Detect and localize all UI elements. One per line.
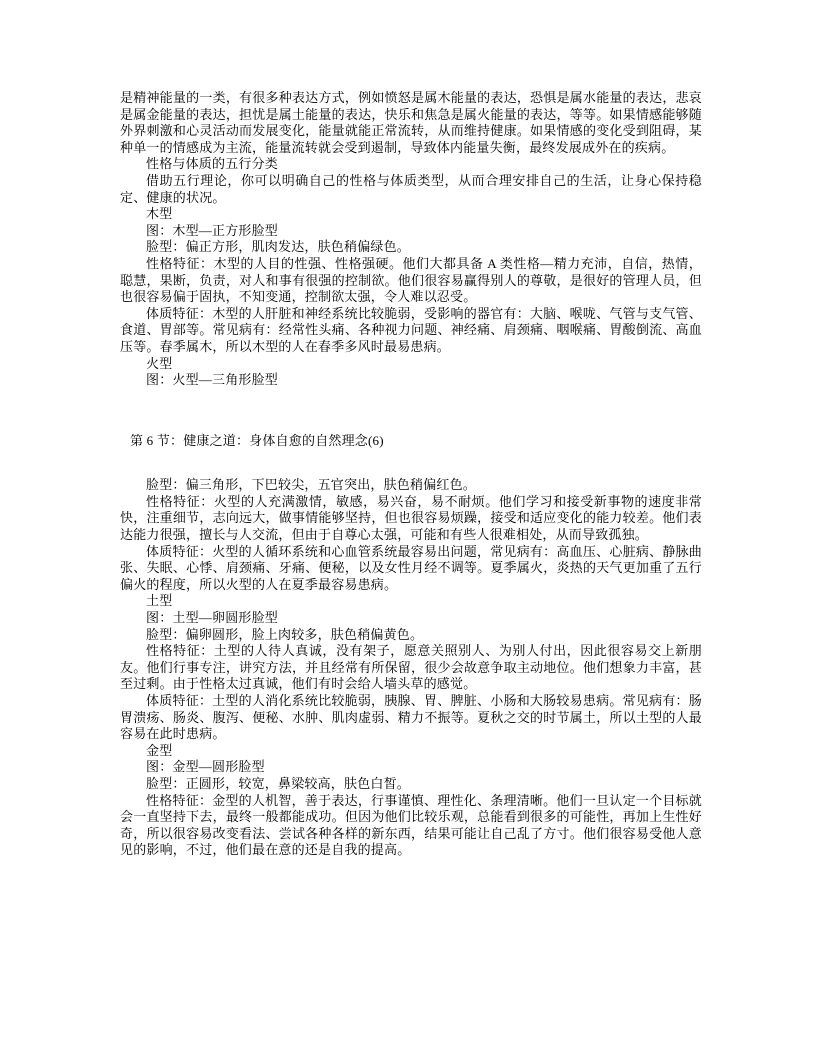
paragraph: 土型 [146,593,173,609]
paragraph: 脸型：偏卵圆形，脸上肉较多，肤色稍偏黄色。 [146,626,424,642]
paragraph: 性格特征：火型的人充满激情，敏感，易兴奋，易不耐烦。他们学习和接受新事物的速度非常快，注重细节，志向远大，做事情能够坚持，但也很容易烦躁，接受和适应变化的能力较差。他们表达能力很强，擅长与人交流，但由于自尊心太强，可能和有些人很难相处，从而导致孤独。 [120,493,702,543]
paragraph: 借助五行理论，你可以明确自己的性格与体质类型，从而合理安排自己的生活，让身心保持稳定、健康的状况。 [120,172,702,205]
paragraph: 图：木型—正方形脸型 [146,222,279,238]
section-heading: 第 6 节：健康之道：身体自愈的自然理念(6) [130,432,384,448]
document-content [120,90,702,859]
paragraph: 脸型：偏正方形，肌肉发达，肤色稍偏绿色。 [146,239,411,255]
paragraph: 脸型：偏三角形，下巴较尖，五官突出，肤色稍偏红色。 [146,477,477,493]
paragraph: 图：火型—三角形脸型 [146,372,279,388]
paragraph: 性格特征：土型的人待人真诚，没有架子，愿意关照别人、为别人付出，因此很容易交上新朋友。他们行事专注，讲究方法，并且经常有所保留，很少会故意争取主动地位。他们想象力丰富，甚至过剩。由于性格太过真诚，他们有时会给人墙头草的感觉。 [120,643,702,692]
paragraph: 脸型：正圆形，较宽，鼻梁较高，肤色白皙。 [146,775,411,791]
paragraph: 图：土型—卵圆形脸型 [146,610,279,626]
paragraph: 图：金型—圆形脸型 [146,759,265,775]
paragraph: 是精神能量的一类，有很多种表达方式，例如愤怒是属木能量的表达，恐惧是属水能量的表达，悲哀是属金能量的表达，担忧是属土能量的表达，快乐和焦急是属火能量的表达，等等。如果情感能够随外界刺激和心灵活动而发展变化，能量就能正常流转，从而维持健康。如果情感的变化受到阻碍，某种单一的情感成为主流，能量流转就会受到遏制，导致体内能量失衡，最终发展成外在的疾病。 [120,90,702,155]
paragraph: 性格特征：木型的人目的性强、性格强硬。他们大都具备 A 类性格—精力充沛，自信，热情，聪慧，果断，负责，对人和事有很强的控制欲。他们很容易赢得别人的尊敬，是很好的管理人员，但也很容易偏于固执，不知变通，控制欲太强，令人难以忍受。 [120,255,702,305]
paragraph: 木型 [146,206,173,222]
paragraph: 体质特征：火型的人循环系统和心血管系统最容易出问题，常见病有：高血压、心脏病、静脉曲张、失眠、心悸、肩颈痛、牙痛、便秘，以及女性月经不调等。夏季属火，炎热的天气更加重了五行偏火的程度，所以火型的人在夏季最容易患病。 [120,543,702,592]
paragraph: 体质特征：木型的人肝脏和神经系统比较脆弱，受影响的器官有：大脑、喉咙、气管与支气管、食道、胃部等。常见病有：经常性头痛、各种视力问题、神经痛、肩颈痛、咽喉痛、胃酸倒流、高血压等。春季属木，所以木型的人在春季多风时最易患病。 [120,305,702,354]
paragraph: 性格与体质的五行分类 [146,156,279,172]
paragraph: 体质特征：土型的人消化系统比较脆弱，胰腺、胃、脾脏、小肠和大肠较易患病。常见病有：肠胃溃疡、肠炎、腹泻、便秘、水肿、肌肉虚弱、精力不振等。夏秋之交的时节属土，所以土型的人最容易在此时患病。 [120,693,702,742]
paragraph: 性格特征：金型的人机智，善于表达，行事谨慎、理性化、条理清晰。他们一旦认定一个目标就会一直坚持下去，最终一般都能成功。但因为他们比较乐观，总能看到很多的可能性，再加上生性好奇，所以很容易改变看法、尝试各种各样的新东西，结果可能让自己乱了方寸。他们很容易受他人意见的影响，不过，他们最在意的还是自我的提高。 [120,792,702,858]
paragraph: 火型 [146,355,173,371]
paragraph: 金型 [146,742,173,758]
